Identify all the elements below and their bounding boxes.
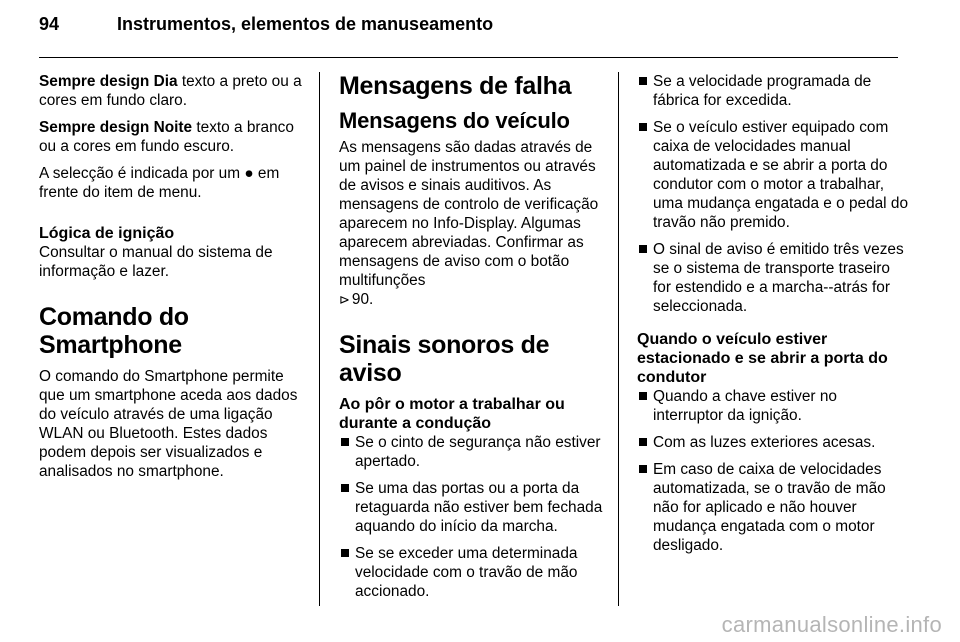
fault-messages-heading: Mensagens de falha [339,72,572,100]
list-item: Se uma das portas ou a porta da retaguarda não estiver bem fechada aquando do início da marcha. [339,479,611,536]
smartphone-heading: Comando do Smartphone [39,303,189,359]
vehicle-messages-text [339,138,611,309]
parked-door-heading: Quando o veículo estiver estacionado e se abrir a porta do condutor [637,331,888,386]
list-item: O sinal de aviso é emitido três vezes se o sistema de transporte traseiro for estendido e a marcha--atrás for seleccionada. [637,240,909,316]
column-2 [339,72,611,609]
list-item: Quando a chave estiver no interruptor da ignição. [637,387,909,425]
square-bullet-icon [639,77,647,85]
page-reference[interactable]: 90. [351,291,374,308]
list-item: Se o veículo estiver equipado com caixa de velocidades manual automatizada e se abrir a porta do condutor com o motor a trabalhar, uma mudança engatada e o pedal do travão não premido. [637,118,909,232]
column-3 [637,72,909,563]
list-item: Se se exceder uma determinada velocidade com o travão de mão accionado. [339,544,611,601]
engine-start-list [339,433,611,601]
square-bullet-icon [341,484,349,492]
column-1 [39,72,311,489]
ignition-heading: Lógica de ignição [39,225,175,242]
paragraph-night-design [39,118,311,156]
square-bullet-icon [639,392,647,400]
square-bullet-icon [341,549,349,557]
page-title: Instrumentos, elementos de manuseamento [117,14,494,34]
square-bullet-icon [639,123,647,131]
column-divider-2 [618,72,619,606]
arrow-right-icon: ⊳ [339,292,350,307]
list-item: Em caso de caixa de velocidades automatizada, se o travão de mão não for aplicado e não houver mudança engatada com o motor desligado. [637,460,909,555]
day-design-text: texto a preto ou a cores em fundo claro. [39,73,302,109]
night-design-text: texto a branco ou a cores em fundo escuro. [39,119,294,155]
speed-warning-list [637,72,909,316]
engine-start-heading: Ao pôr o motor a trabalhar ou durante a condução [339,396,565,432]
selection-text-before: A selecção é indicada por um [39,165,245,182]
square-bullet-icon [341,438,349,446]
paragraph-day-design [39,72,311,110]
vehicle-messages-body: As mensagens são dadas através de um painel de instrumentos ou através de avisos e sinais auditivos. As mensagens de controlo de verificação aparecem no Info-Display. Algumas aparecem abreviadas. Confirmar as mensagens de aviso com o botão multifunções [339,139,599,289]
list-item: Se o cinto de segurança não estiver apertado. [339,433,611,471]
page-number: 94 [39,14,60,34]
paragraph-selection [39,164,311,202]
smartphone-text: O comando do Smartphone permite que um smartphone aceda aos dados do veículo através de uma ligação WLAN ou Bluetooth. Estes dados podem depois ser visualizados e analisados no smartphone. [39,368,298,480]
square-bullet-icon [639,438,647,446]
filled-circle-icon: ● [244,165,254,182]
column-divider-1 [319,72,320,606]
night-design-label: Sempre design Noite [39,119,193,136]
parked-door-list [637,387,909,555]
selection-text-after: em frente do item de menu. [39,165,280,201]
square-bullet-icon [639,245,647,253]
day-design-label: Sempre design Dia [39,73,178,90]
list-item: Se a velocidade programada de fábrica for excedida. [637,72,909,110]
ignition-text: Consultar o manual do sistema de informação e lazer. [39,244,273,280]
warning-chimes-heading: Sinais sonoros de aviso [339,331,550,387]
square-bullet-icon [639,465,647,473]
watermark: carmanualsonline.info [721,612,942,637]
page-header [39,14,493,48]
list-item: Com as luzes exteriores acesas. [637,433,909,452]
vehicle-messages-heading: Mensagens do veículo [339,108,570,133]
header-rule [39,57,898,58]
